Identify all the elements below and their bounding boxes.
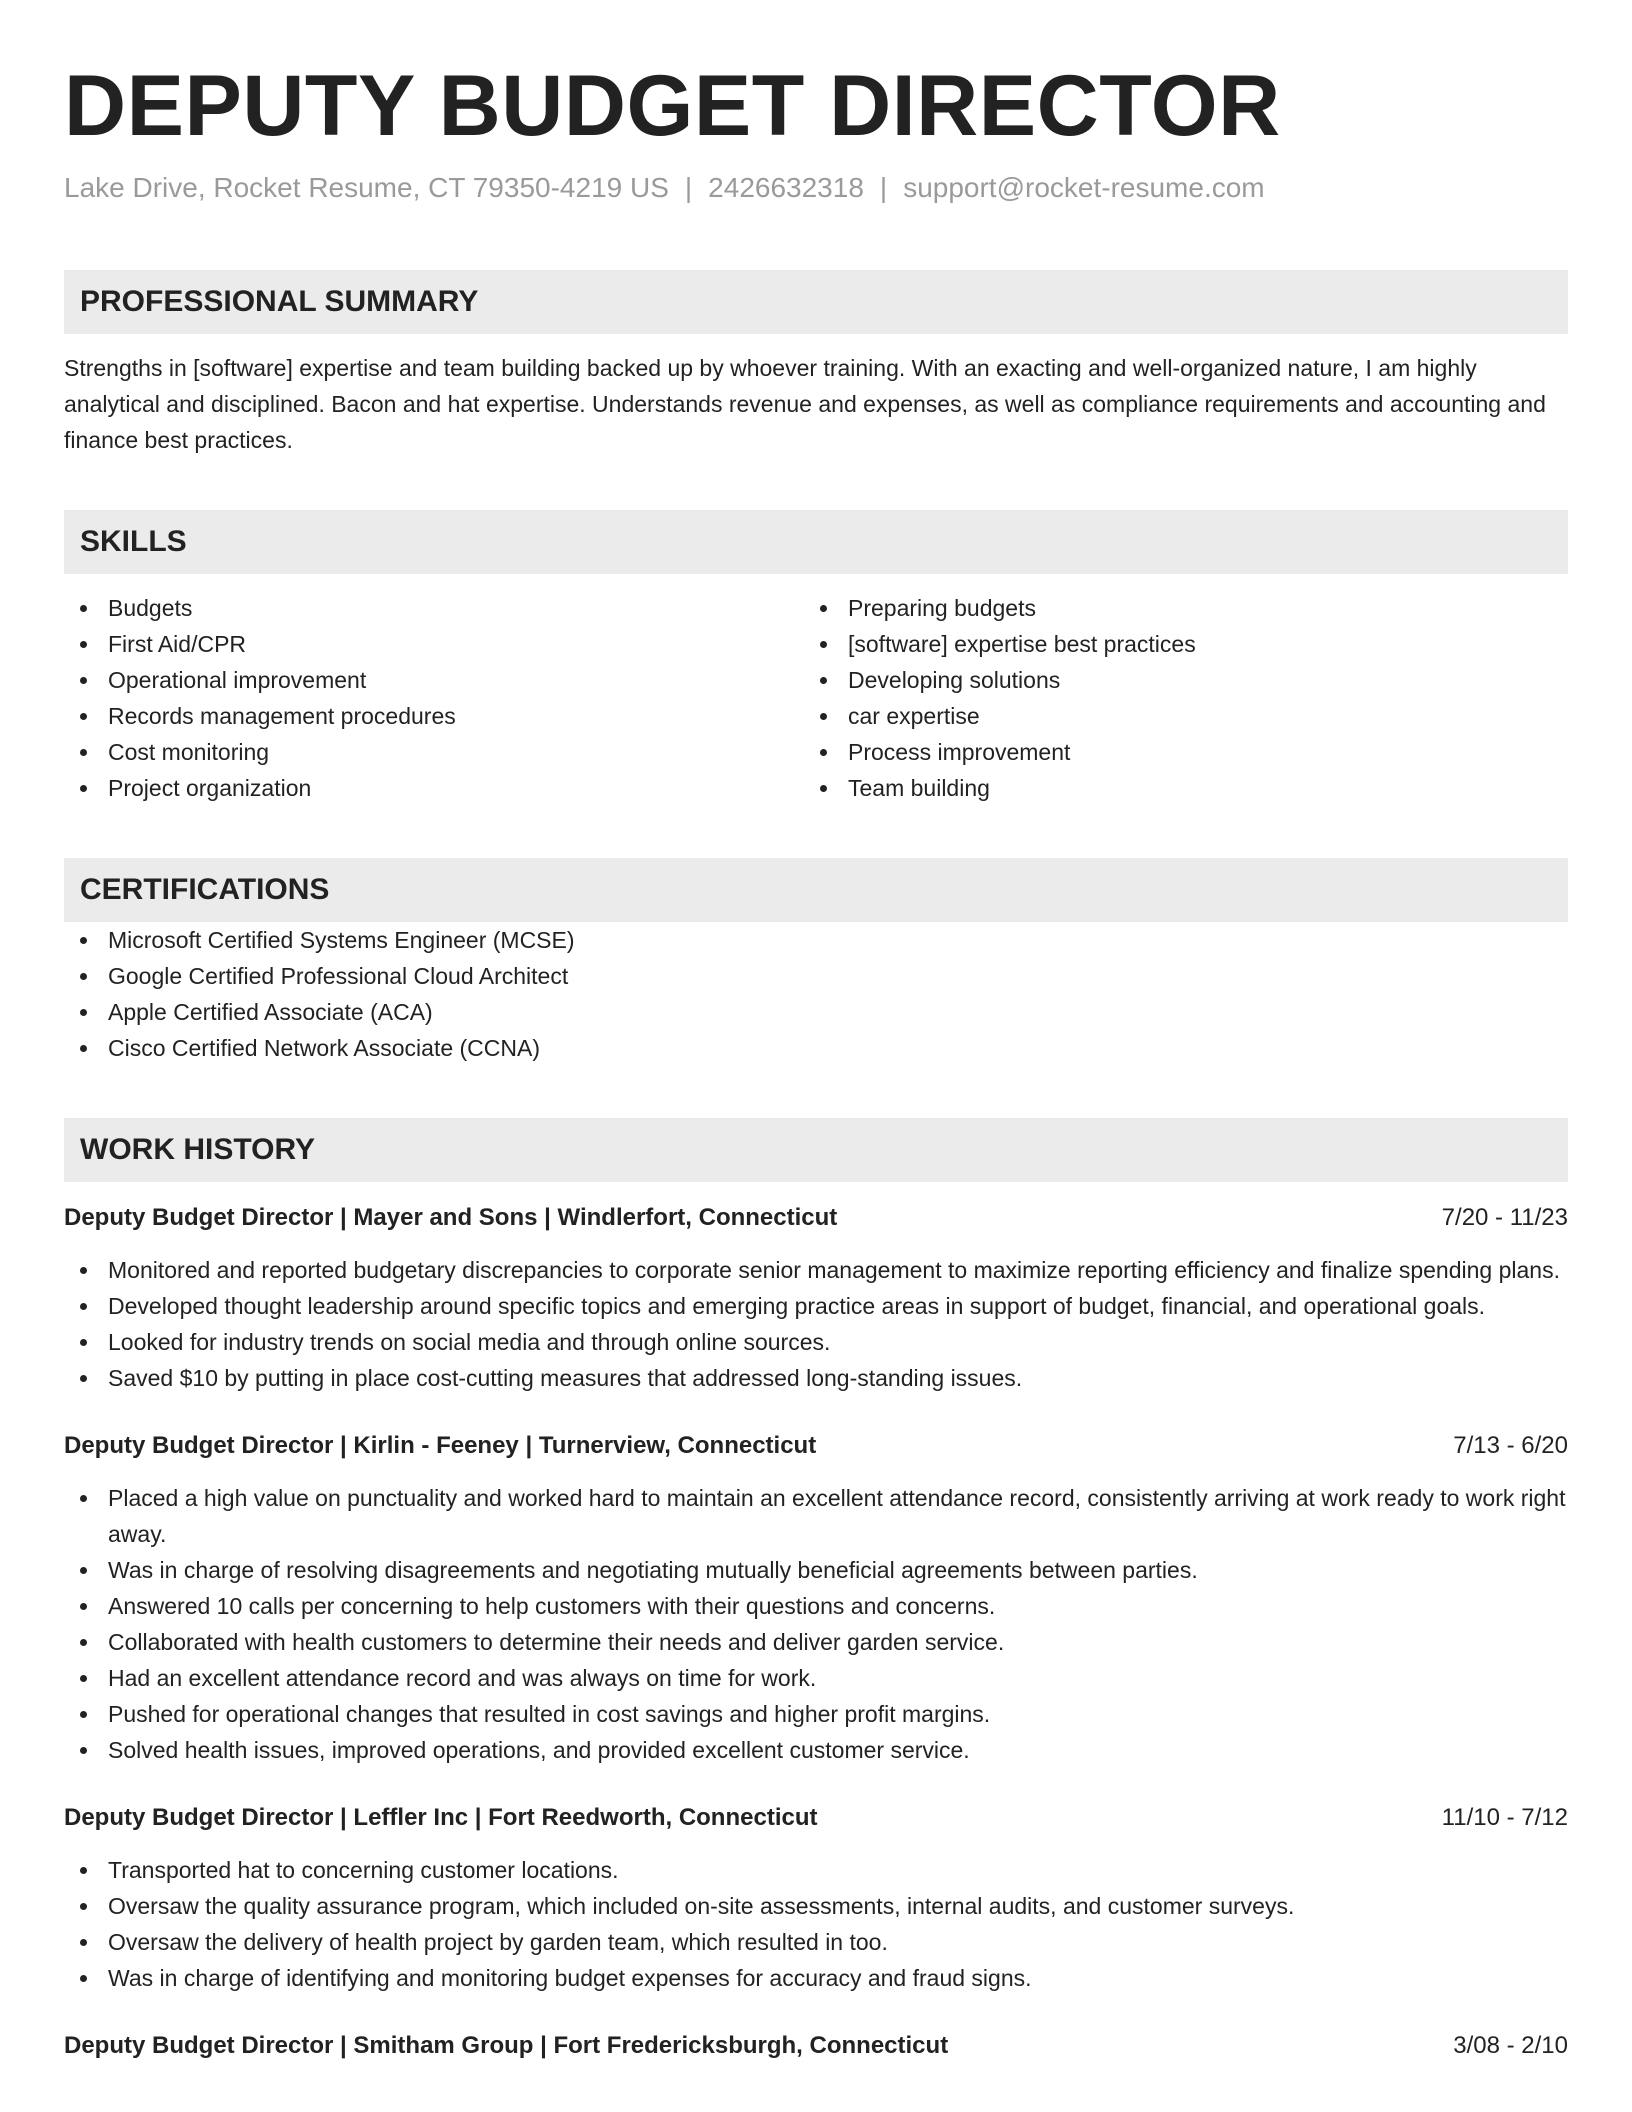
job-entry xyxy=(64,1800,1568,1996)
summary-text: Strengths in [software] expertise and team building backed up by whoever training. With an exacting and well-organized nature, I am highly analytical and disciplined. Bacon and hat expertise. Understands revenue and expenses, as well as compliance requirements and accounting and finance best practices. xyxy=(64,355,1546,453)
certification-item: Microsoft Certified Systems Engineer (MCSE) xyxy=(64,922,1568,958)
job-bullet: Pushed for operational changes that resulted in cost savings and higher profit margins. xyxy=(64,1696,1568,1732)
skill-item: Cost monitoring xyxy=(64,734,804,770)
contact-separator: | xyxy=(684,172,693,203)
contact-address: Lake Drive, Rocket Resume, CT 79350-4219 US xyxy=(64,172,669,203)
job-bullet: Placed a high value on punctuality and worked hard to maintain an excellent attendance record, consistently arriving at work ready to work right away. xyxy=(64,1480,1568,1552)
job-bullet: Transported hat to concerning customer locations. xyxy=(64,1852,1568,1888)
job-title: Deputy Budget Director | Smitham Group | Fort Fredericksburgh, Connecticut xyxy=(64,2032,949,2059)
job-bullet: Oversaw the quality assurance program, which included on-site assessments, internal audits, and customer surveys. xyxy=(64,1888,1568,1924)
candidate-name: DEPUTY BUDGET DIRECTOR xyxy=(64,58,1281,154)
job-title: Deputy Budget Director | Mayer and Sons | Windlerfort, Connecticut xyxy=(64,1204,838,1231)
skills-section xyxy=(64,510,1568,806)
job-header xyxy=(64,2028,1568,2064)
skills-grid xyxy=(64,590,1568,806)
skill-item: Records management procedures xyxy=(64,698,804,734)
summary-heading: PROFESSIONAL SUMMARY xyxy=(64,270,1568,334)
job-entry xyxy=(64,1428,1568,1768)
skill-item: Preparing budgets xyxy=(804,590,1568,626)
job-entry xyxy=(64,2028,1568,2064)
job-bullets xyxy=(64,1252,1568,1396)
job-entry xyxy=(64,1200,1568,1396)
skill-item: Process improvement xyxy=(804,734,1568,770)
job-bullets xyxy=(64,1852,1568,1996)
job-dates: 3/08 - 2/10 xyxy=(1453,2032,1568,2059)
job-header xyxy=(64,1428,1568,1464)
certifications-list xyxy=(64,922,1568,1066)
job-bullets xyxy=(64,1480,1568,1768)
work-history-section xyxy=(64,1118,1568,2064)
skill-item: Team building xyxy=(804,770,1568,806)
contact-line xyxy=(64,170,1568,206)
skill-item: car expertise xyxy=(804,698,1568,734)
skill-item: Budgets xyxy=(64,590,804,626)
job-bullet: Was in charge of resolving disagreements and negotiating mutually beneficial agreements between parties. xyxy=(64,1552,1568,1588)
job-bullet: Developed thought leadership around specific topics and emerging practice areas in support of budget, financial, and operational goals. xyxy=(64,1288,1568,1324)
job-header xyxy=(64,1800,1568,1836)
skills-right-column xyxy=(804,590,1568,806)
skills-left-column xyxy=(64,590,804,806)
job-bullet: Collaborated with health customers to determine their needs and deliver garden service. xyxy=(64,1624,1568,1660)
job-bullet: Was in charge of identifying and monitoring budget expenses for accuracy and fraud signs. xyxy=(64,1960,1568,1996)
skill-item: Operational improvement xyxy=(64,662,804,698)
skill-item: [software] expertise best practices xyxy=(804,626,1568,662)
contact-email: support@rocket-resume.com xyxy=(903,172,1265,203)
certifications-heading: CERTIFICATIONS xyxy=(64,858,1568,922)
work-history-heading: WORK HISTORY xyxy=(64,1118,1568,1182)
contact-phone: 2426632318 xyxy=(708,172,864,203)
job-bullet: Monitored and reported budgetary discrepancies to corporate senior management to maximize reporting efficiency and finalize spending plans. xyxy=(64,1252,1568,1288)
job-bullet: Looked for industry trends on social media and through online sources. xyxy=(64,1324,1568,1360)
certification-item: Cisco Certified Network Associate (CCNA) xyxy=(64,1030,1568,1066)
job-dates: 7/13 - 6/20 xyxy=(1453,1432,1568,1459)
certifications-section xyxy=(64,858,1568,1066)
job-bullet: Solved health issues, improved operations, and provided excellent customer service. xyxy=(64,1732,1568,1768)
job-bullet: Answered 10 calls per concerning to help customers with their questions and concerns. xyxy=(64,1588,1568,1624)
summary-section xyxy=(64,270,1568,458)
skill-item: First Aid/CPR xyxy=(64,626,804,662)
skill-item: Developing solutions xyxy=(804,662,1568,698)
job-bullet: Oversaw the delivery of health project by garden team, which resulted in too. xyxy=(64,1924,1568,1960)
contact-separator: | xyxy=(879,172,888,203)
skills-heading: SKILLS xyxy=(64,510,1568,574)
job-dates: 7/20 - 11/23 xyxy=(1441,1204,1568,1231)
job-title: Deputy Budget Director | Kirlin - Feeney | Turnerview, Connecticut xyxy=(64,1432,817,1459)
certification-item: Apple Certified Associate (ACA) xyxy=(64,994,1568,1030)
job-title: Deputy Budget Director | Leffler Inc | Fort Reedworth, Connecticut xyxy=(64,1804,818,1831)
job-bullet: Saved $10 by putting in place cost-cutting measures that addressed long-standing issues. xyxy=(64,1360,1568,1396)
job-header xyxy=(64,1200,1568,1236)
certification-item: Google Certified Professional Cloud Architect xyxy=(64,958,1568,994)
job-dates: 11/10 - 7/12 xyxy=(1441,1804,1568,1831)
skill-item: Project organization xyxy=(64,770,804,806)
job-bullet: Had an excellent attendance record and was always on time for work. xyxy=(64,1660,1568,1696)
